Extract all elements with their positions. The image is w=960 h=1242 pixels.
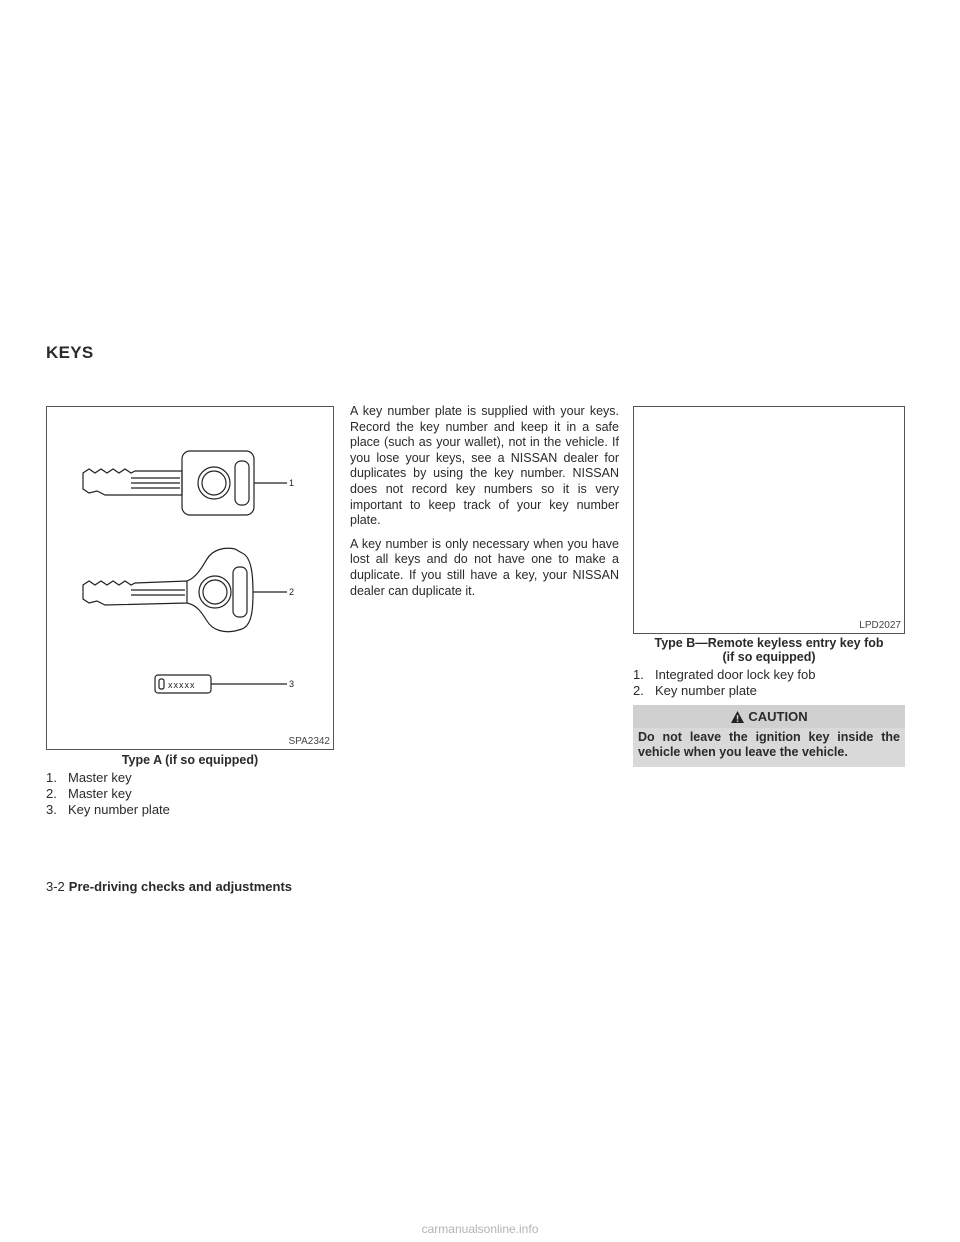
figure-caption: Type A (if so equipped) [121,753,259,767]
figure-type-a [46,406,334,750]
figure-type-b [633,406,905,634]
keys-illustration [47,407,333,749]
callout-3: 3 [289,679,295,689]
master-key-1 [83,451,287,515]
page-number: 3-2 [46,879,65,894]
warning-icon [730,710,745,724]
plate-text: xxxxx [168,680,196,690]
section-title: KEYS [46,343,94,362]
body-text [350,404,619,607]
watermark: carmanualsonline.info [421,1222,539,1236]
callout-1: 1 [289,478,295,488]
master-key-2 [83,548,287,631]
figure-caption: Type B—Remote keyless entry key fob (if so equipped) [654,636,884,664]
list-item: 1. Integrated door lock key fob [633,667,816,682]
caution-box [633,705,905,767]
figure-code: SPA2342 [288,736,330,747]
list-item: 1. Master key [46,770,132,785]
list-item: 2. Master key [46,786,132,801]
key-list-b [633,667,905,699]
footer-section: Pre-driving checks and adjustments [68,879,293,894]
caution-text: Do not leave the ignition key inside the vehicle when you leave the vehicle. [638,730,900,759]
paragraph: A key number is only necessary when you have lost all keys and do not have one to make a duplicate. If you still have a key, your NISSAN dealer can duplicate it. [350,536,619,598]
callout-2: 2 [289,587,295,597]
list-item: 3. Key number plate [46,802,170,817]
list-item: 2. Key number plate [633,683,757,698]
key-list-a [46,770,334,818]
page-footer [46,879,292,894]
paragraph: A key number plate is supplied with your keys. Record the key number and keep it in a safe place (such as your wallet), not in the vehicle. If you lose your keys, see a NISSAN dealer for duplicates by using the key number. NISSAN does not record key numbers so it is very important to keep track of your key number plate. [350,404,619,528]
figure-code: LPD2027 [859,620,901,631]
caution-title: CAUTION [748,709,808,724]
